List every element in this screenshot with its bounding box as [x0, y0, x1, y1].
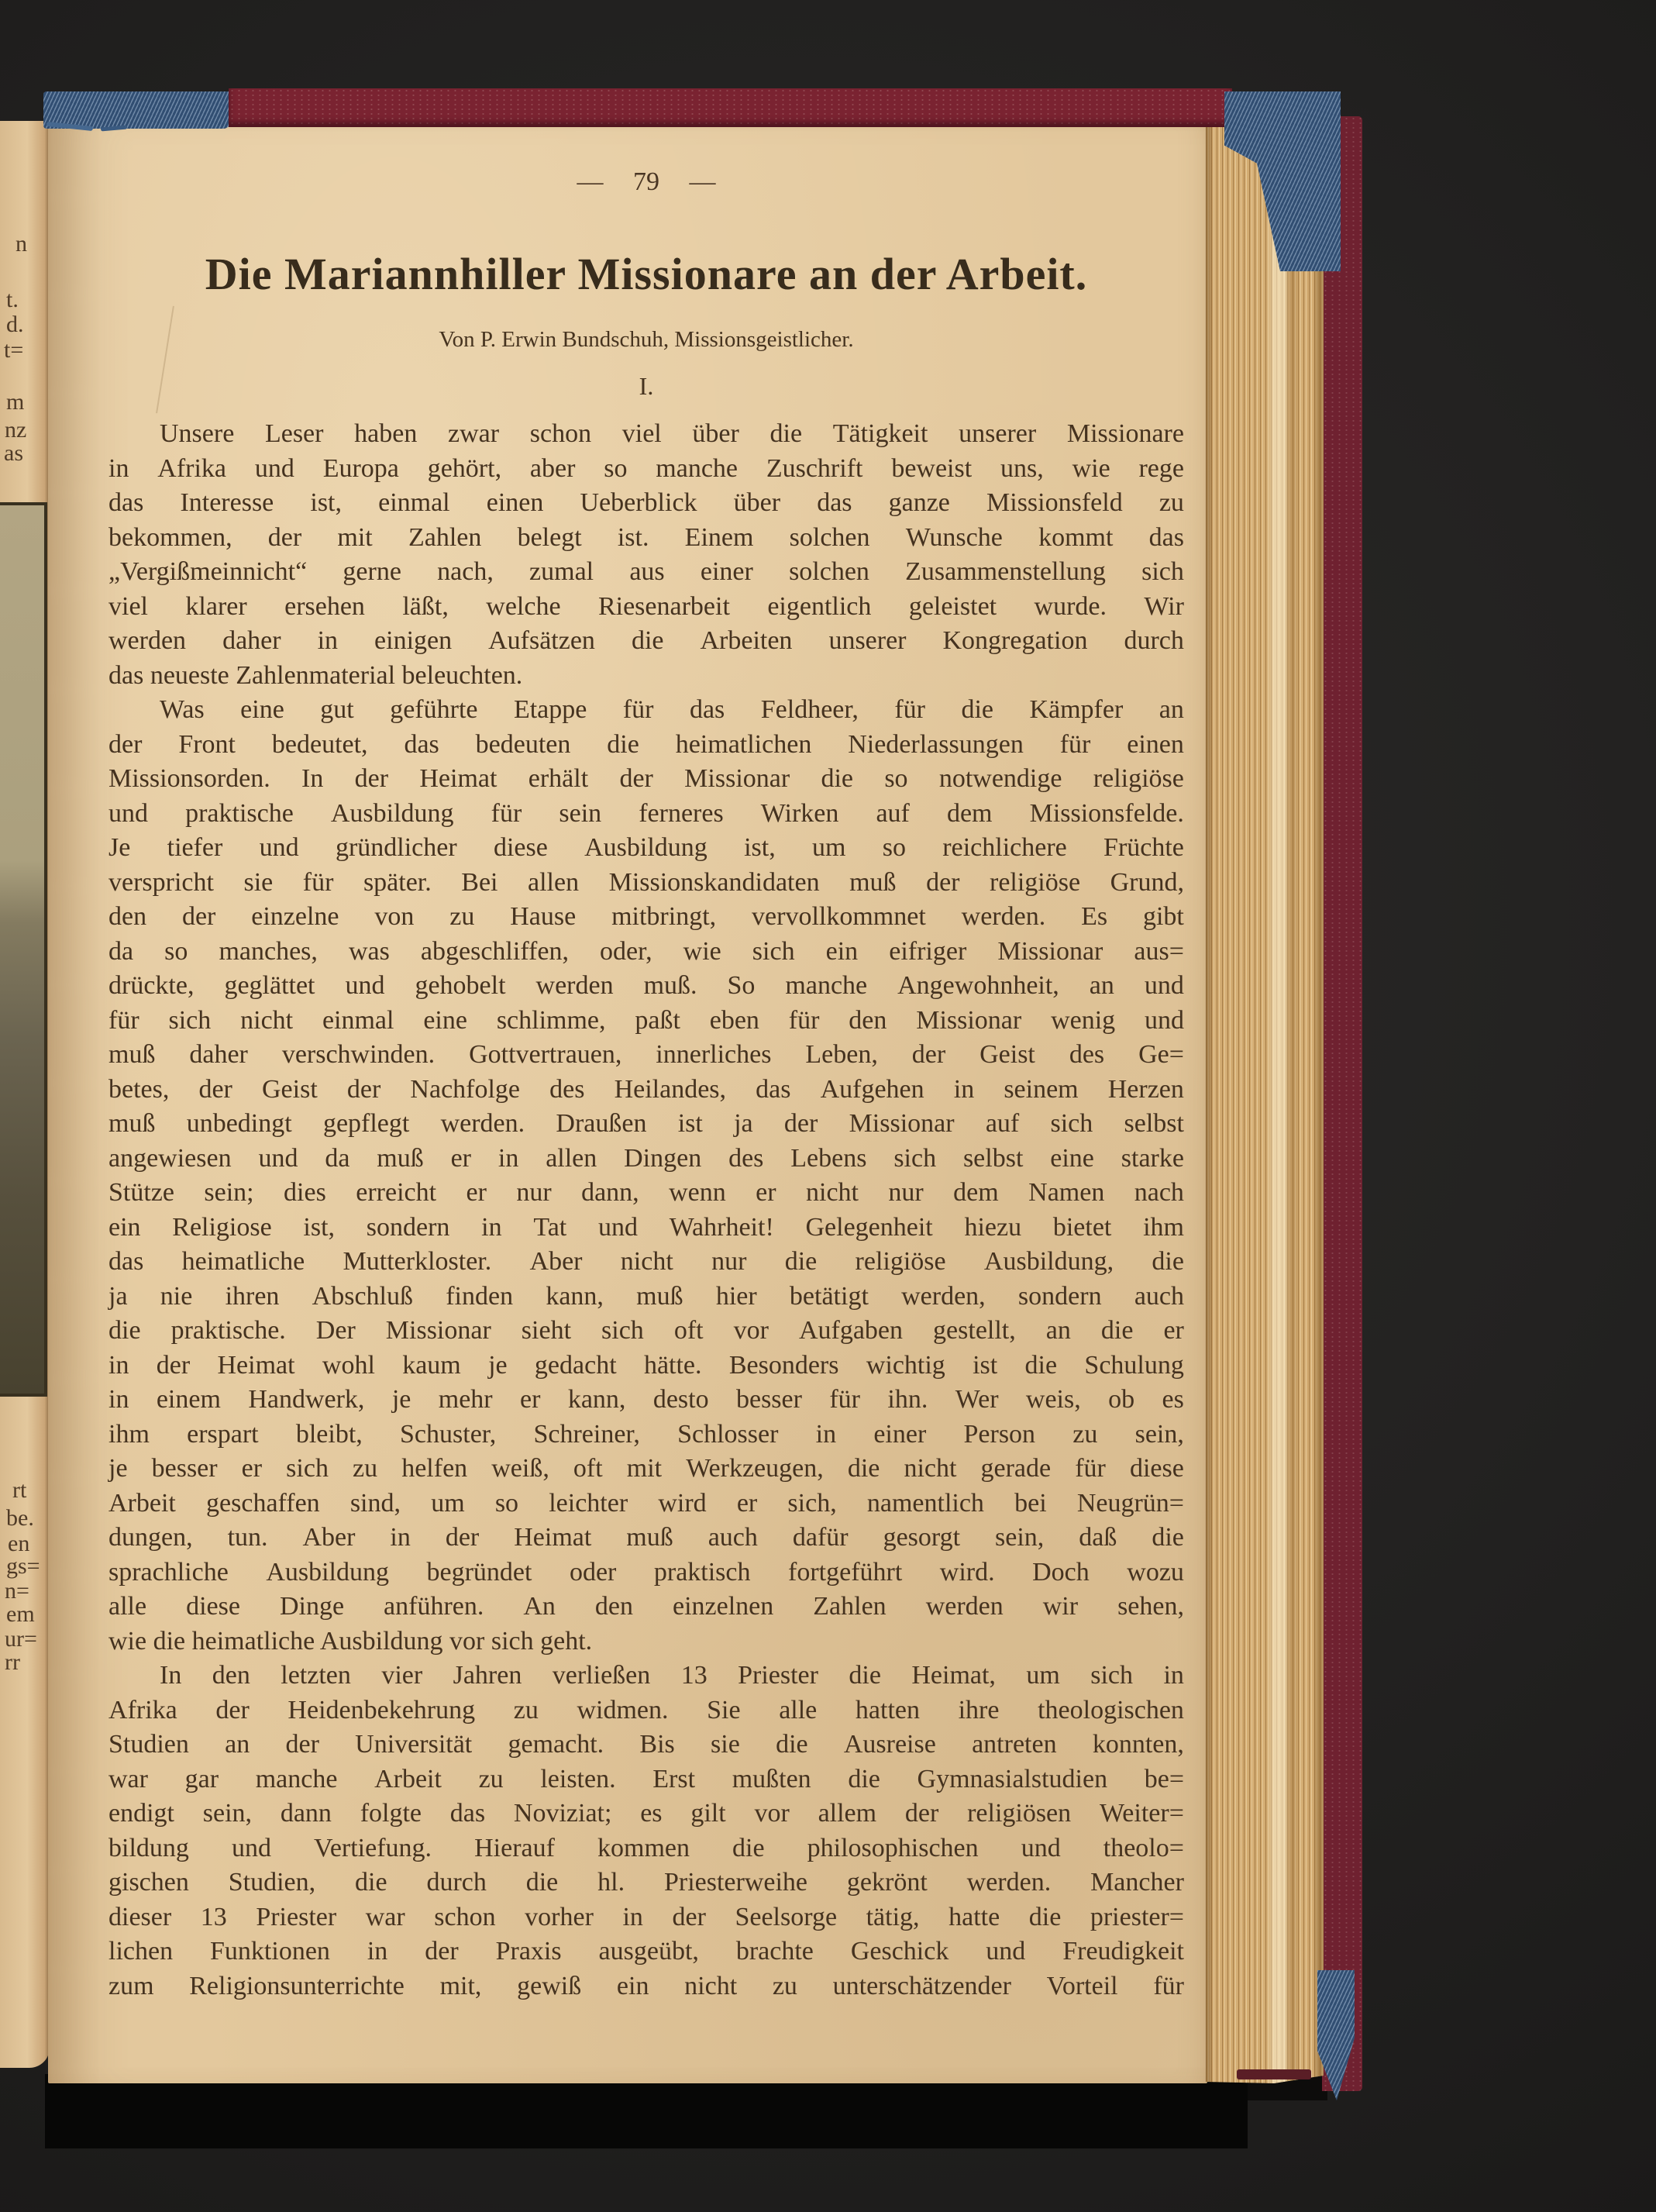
- text-line: gischen Studien, die durch die hl. Priesterweihe gekrönt werden. Mancher: [108, 1868, 1184, 1897]
- text-line: bildung und Vertiefung. Hierauf kommen die philosophischen und theolo=: [108, 1833, 1184, 1862]
- binding-red-cloth-right: [1322, 116, 1362, 2091]
- text-line: der Front bedeutet, das bedeuten die heimatlichen Niederlassungen für einen: [108, 729, 1184, 759]
- text-line: bekommen, der mit Zahlen belegt ist. Einem solchen Wunsche kommt das: [108, 522, 1184, 552]
- text-line: alle diese Dinge anführen. An den einzelnen Zahlen werden wir sehen,: [108, 1592, 1184, 1621]
- binding-red-cloth-top: [229, 88, 1232, 127]
- text-line: Studien an der Universität gemacht. Bis sie die Ausreise antreten konnten,: [108, 1730, 1184, 1759]
- adjacent-page-text-fragment: ur=: [5, 1626, 37, 1652]
- adjacent-page-text-fragment: m: [6, 389, 25, 415]
- book-cover-bottom-shadow: [45, 2074, 1248, 2148]
- text-line: Unsere Leser haben zwar schon viel über die Tätigkeit unserer Missionare: [160, 419, 1184, 448]
- text-line: je besser er sich zu helfen weiß, oft mit Werkzeugen, die nicht gerade für diese: [108, 1454, 1184, 1483]
- adjacent-page-text-fragment: rr: [5, 1649, 20, 1675]
- text-line: ihm erspart bleibt, Schuster, Schreiner, Schlosser in einer Person zu sein,: [108, 1419, 1184, 1449]
- text-line: Je tiefer und gründlicher diese Ausbildung ist, um so reichlichere Früchte: [108, 833, 1184, 862]
- article-byline: Von P. Erwin Bundschuh, Missionsgeistlicher.: [439, 327, 854, 352]
- text-line: da so manches, was abgeschliffen, oder, wie sich ein eifriger Missionar aus=: [108, 936, 1184, 966]
- text-line: Missionsorden. In der Heimat erhält der Missionar die so notwendige religiöse: [108, 764, 1184, 793]
- adjacent-page-text-fragment: be.: [6, 1505, 34, 1531]
- text-line: ja nie ihren Abschluß finden kann, muß hier betätigt werden, sondern auch: [108, 1281, 1184, 1311]
- adjacent-page-text-fragment: n: [15, 231, 27, 257]
- text-line: war gar manche Arbeit zu leisten. Erst mußten die Gymnasialstudien be=: [108, 1764, 1184, 1793]
- text-line: Was eine gut geführte Etappe für das Feldheer, für die Kämpfer an: [160, 695, 1184, 724]
- text-line: dieser 13 Priester war schon vorher in der Seelsorge tätig, hatte die priester=: [108, 1902, 1184, 1931]
- text-line: und praktische Ausbildung für sein ferneres Wirken auf dem Missionsfelde.: [108, 798, 1184, 828]
- page-surface: [48, 119, 1207, 2083]
- text-line: viel klarer ersehen läßt, welche Riesenarbeit eigentlich geleistet wurde. Wir: [108, 591, 1184, 621]
- text-line: sprachliche Ausbildung begründet oder praktisch fortgeführt wird. Doch wozu: [108, 1557, 1184, 1587]
- adjacent-page-text-fragment: as: [4, 440, 23, 466]
- text-line: zum Religionsunterrichte mit, gewiß ein nicht zu unterschätzender Vorteil für: [108, 1971, 1184, 2000]
- adjacent-page-text-fragment: en: [8, 1531, 30, 1556]
- text-line: das neueste Zahlenmaterial beleuchten.: [108, 660, 523, 690]
- text-line: das Interesse ist, einmal einen Ueberblick über das ganze Missionsfeld zu: [108, 488, 1184, 517]
- text-line: für sich nicht einmal eine schlimme, paßt eben für den Missionar wenig und: [108, 1005, 1184, 1035]
- text-line: endigt sein, dann folgte das Noviziat; es gilt vor allem der religiösen Weiter=: [108, 1799, 1184, 1828]
- adjacent-page-text-fragment: em: [6, 1601, 35, 1627]
- adjacent-page-text-fragment: n=: [5, 1578, 29, 1604]
- text-line: in Afrika und Europa gehört, aber so manche Zuschrift beweist uns, wie rege: [108, 453, 1184, 483]
- text-line: „Vergißmeinnicht“ gerne nach, zumal aus einer solchen Zusammenstellung sich: [108, 557, 1184, 586]
- adjacent-page-text-fragment: d.: [6, 312, 24, 337]
- text-line: Afrika der Heidenbekehrung zu widmen. Sie alle hatten ihre theologischen: [108, 1695, 1184, 1724]
- adjacent-page-text-fragment: rt: [12, 1477, 27, 1503]
- article-body: [108, 417, 1184, 2004]
- text-line: werden daher in einigen Aufsätzen die Arbeiten unserer Kongregation durch: [108, 626, 1184, 655]
- text-line: Stütze sein; dies erreicht er nur dann, wenn er nicht nur dem Namen nach: [108, 1178, 1184, 1207]
- binding-blue-cloth-top: [43, 91, 231, 129]
- text-line: die praktische. Der Missionar sieht sich oft vor Aufgaben gestellt, an die er: [108, 1316, 1184, 1345]
- photo-fragment: [0, 502, 47, 1397]
- text-line: verspricht sie für später. Bei allen Missionskandidaten muß der religiöse Grund,: [108, 867, 1184, 897]
- text-line: angewiesen und da muß er in allen Dingen des Lebens sich selbst eine starke: [108, 1143, 1184, 1173]
- section-heading: I.: [639, 372, 654, 400]
- text-line: lichen Funktionen in der Praxis ausgeübt, brachte Geschick und Freudigkeit: [108, 1937, 1184, 1966]
- page-number: — 79 —: [577, 167, 716, 196]
- text-line: wie die heimatliche Ausbildung vor sich geht.: [108, 1626, 593, 1656]
- text-line: in einem Handwerk, je mehr er kann, desto besser für ihn. Wer weis, ob es: [108, 1385, 1184, 1414]
- text-line: In den letzten vier Jahren verließen 13 Priester die Heimat, um sich in: [160, 1661, 1184, 1690]
- text-line: drückte, geglättet und gehobelt werden muß. So manche Angewohnheit, an und: [108, 971, 1184, 1000]
- text-line: ein Religiose ist, sondern in Tat und Wahrheit! Gelegenheit hiezu bietet ihm: [108, 1212, 1184, 1242]
- text-line: muß daher verschwinden. Gottvertrauen, innerliches Leben, der Geist des Ge=: [108, 1040, 1184, 1069]
- cover-edge-streak: [1237, 2069, 1311, 2079]
- text-line: betes, der Geist der Nachfolge des Heilandes, das Aufgehen in seinem Herzen: [108, 1074, 1184, 1104]
- text-line: Arbeit geschaffen sind, um so leichter wird er sich, namentlich bei Neugrün=: [108, 1488, 1184, 1518]
- adjacent-page-text-fragment: nz: [5, 417, 27, 443]
- adjacent-page-text-fragment: t.: [6, 287, 19, 312]
- page-fore-edge: [1206, 119, 1324, 2083]
- text-line: dungen, tun. Aber in der Heimat muß auch dafür gesorgt sein, daß die: [108, 1523, 1184, 1552]
- adjacent-page-text-fragment: t=: [4, 337, 24, 363]
- text-line: das heimatliche Mutterkloster. Aber nicht nur die religiöse Ausbildung, die: [108, 1247, 1184, 1276]
- article-title: Die Mariannhiller Missionare an der Arbeit.: [205, 249, 1088, 299]
- text-line: in der Heimat wohl kaum je gedacht hätte. Besonders wichtig ist die Schulung: [108, 1350, 1184, 1380]
- text-line: den der einzelne von zu Hause mitbringt, vervollkommnet werden. Es gibt: [108, 902, 1184, 931]
- text-line: muß unbedingt gepflegt werden. Draußen ist ja der Missionar auf sich selbst: [108, 1109, 1184, 1138]
- adjacent-page-text-fragment: gs=: [6, 1553, 40, 1579]
